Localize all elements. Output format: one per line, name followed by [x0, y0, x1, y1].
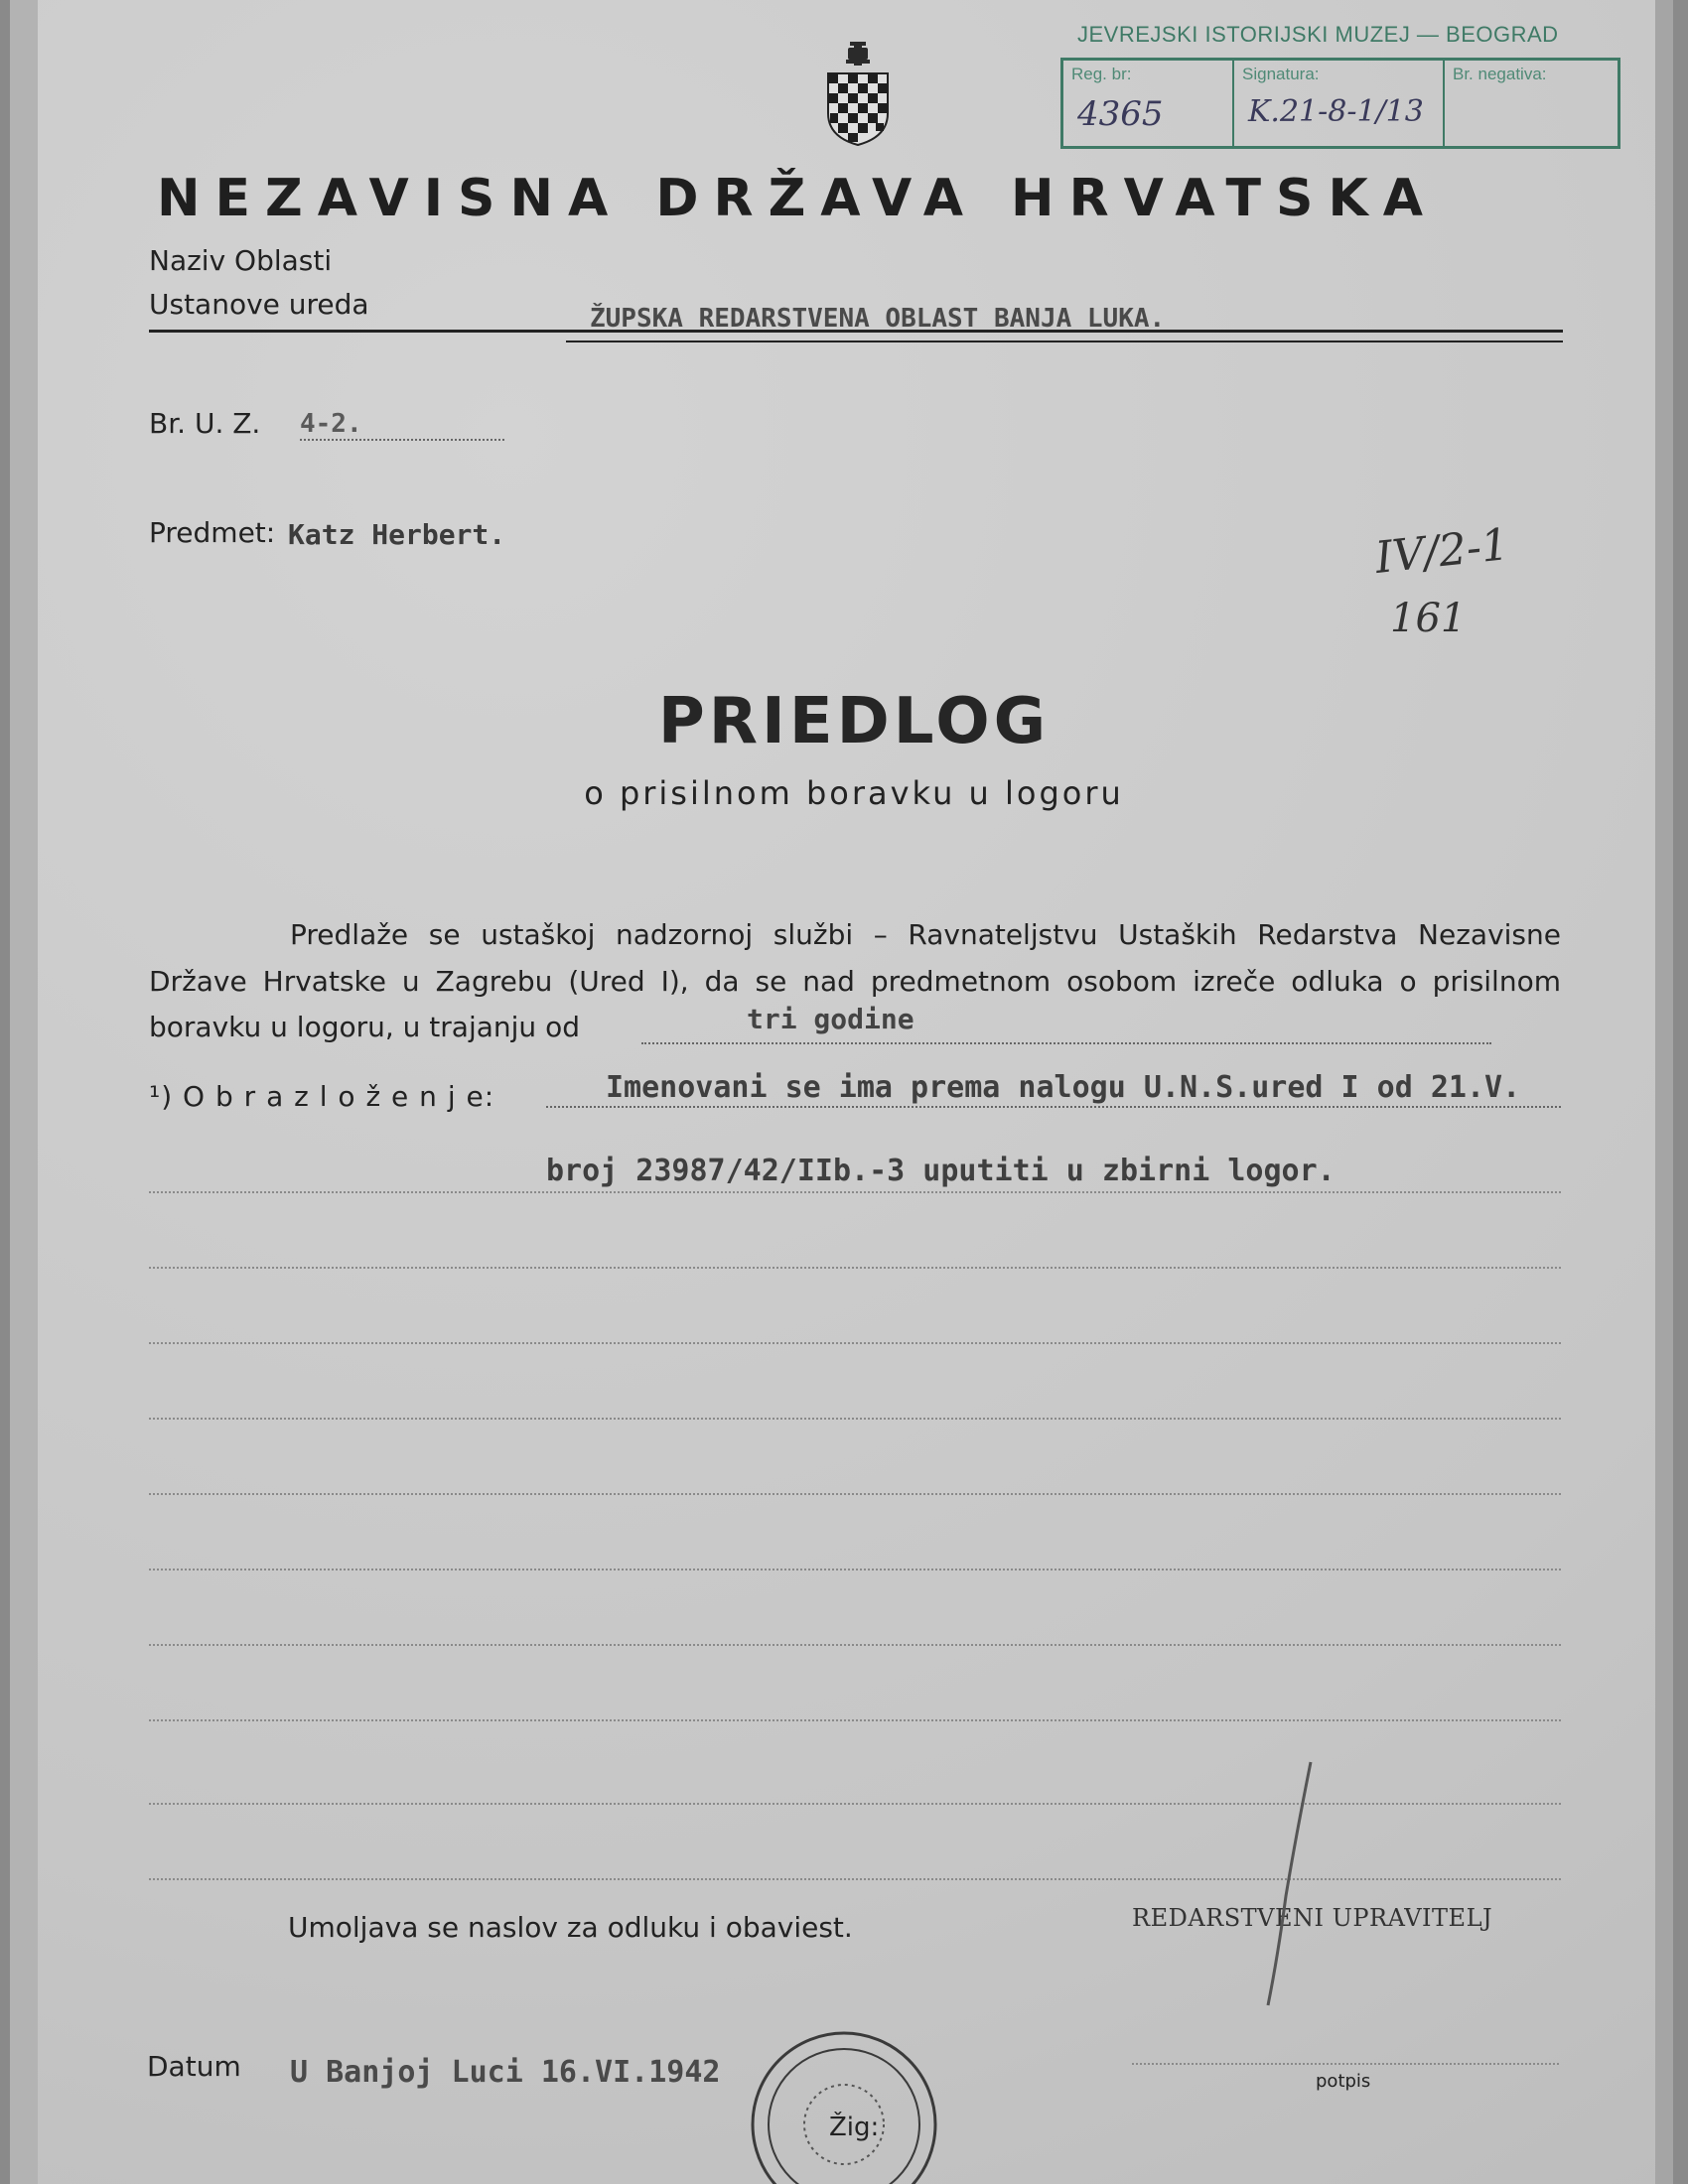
- seal-label: Žig:: [829, 2113, 880, 2142]
- date-value: U Banjoj Luci 16.VI.1942: [290, 2055, 721, 2090]
- reference-value: 4-2.: [300, 409, 362, 439]
- subject-value: Katz Herbert.: [288, 518, 506, 551]
- museum-stamp-box: [1060, 58, 1620, 149]
- blank-line: [149, 1878, 1561, 1880]
- ustanove-ureda-label: Ustanove ureda: [149, 288, 369, 321]
- museum-cell-label: Br. negativa:: [1453, 65, 1547, 83]
- header-rule-lower: [566, 341, 1563, 342]
- body-line-3-label: boravku u logoru, u trajanju od: [149, 1011, 580, 1043]
- museum-cell-negativa: [1445, 61, 1616, 146]
- reasoning-dotted-line-2: [149, 1191, 1561, 1193]
- signature-line: [1132, 2063, 1559, 2065]
- blank-line: [149, 1342, 1561, 1344]
- reasoning-text-1: Imenovani se ima prema nalogu U.N.S.ured I od 21.V.: [606, 1070, 1521, 1105]
- museum-cell-reg: [1063, 61, 1234, 146]
- paper-edge-left: [10, 0, 38, 2184]
- subject-label: Predmet:: [149, 516, 276, 549]
- blank-line: [149, 1719, 1561, 1721]
- reasoning-label: ¹) O b r a z l o ž e n j e:: [149, 1080, 495, 1113]
- signature-label: potpis: [1316, 2071, 1371, 2092]
- document-heading: PRIEDLOG: [657, 685, 1051, 758]
- body-line-1: Predlaže se ustaškoj nadzornoj službi – Ravnateljstvu Ustaških Redarstva Nezavisne: [290, 918, 1561, 951]
- naziv-oblasti-label: Naziv Oblasti: [149, 244, 333, 277]
- blank-line: [149, 1418, 1561, 1420]
- reference-dotted-line: [300, 439, 504, 441]
- reasoning-dotted-line-1: [546, 1106, 1561, 1108]
- museum-cell-value: K.21-8-1/13: [1248, 94, 1424, 129]
- duration-dotted-line: [641, 1042, 1491, 1044]
- blank-line: [149, 1267, 1561, 1269]
- reference-label: Br. U. Z.: [149, 407, 261, 440]
- blank-line: [149, 1569, 1561, 1570]
- office-name: ŽUPSKA REDARSTVENA OBLAST BANJA LUKA.: [590, 304, 1166, 334]
- state-title: NEZAVISNA DRŽAVA HRVATSKA: [157, 169, 1439, 228]
- coat-of-arms-icon: [824, 40, 892, 149]
- header-rule: [149, 330, 1563, 333]
- blank-line: [149, 1644, 1561, 1646]
- body-line-2: Države Hrvatske u Zagrebu (Ured I), da se nad predmetnom osobom izreče odluka o prisilnom: [149, 965, 1561, 998]
- blank-line: [149, 1803, 1561, 1805]
- museum-cell-signatura: [1234, 61, 1445, 146]
- reasoning-text-2: broj 23987/42/IIb.-3 uputiti u zbirni logor.: [546, 1154, 1336, 1188]
- blank-line: [149, 1493, 1561, 1495]
- date-label: Datum: [147, 2050, 241, 2083]
- duration-value: tri godine: [747, 1003, 914, 1035]
- document-sheet: [10, 0, 1673, 2184]
- signature-stroke-icon: [1256, 1757, 1316, 2015]
- museum-cell-label: Reg. br:: [1071, 65, 1132, 83]
- margin-note-line2: 161: [1390, 596, 1467, 641]
- museum-cell-label: Signatura:: [1242, 65, 1320, 83]
- authority-title: REDARSTVENI UPRAVITELJ: [1132, 1904, 1493, 1932]
- museum-cell-value: 4365: [1077, 94, 1164, 134]
- closing-request: Umoljava se naslov za odluku i obaviest.: [288, 1911, 853, 1944]
- paper-edge-right: [1655, 0, 1673, 2184]
- museum-stamp-title: JEVREJSKI ISTORIJSKI MUZEJ — BEOGRAD: [1077, 22, 1559, 47]
- margin-note-line1: IV/2-1: [1372, 519, 1512, 584]
- document-subheading: o prisilnom boravku u logoru: [584, 774, 1124, 812]
- official-seal-icon: [745, 2025, 943, 2184]
